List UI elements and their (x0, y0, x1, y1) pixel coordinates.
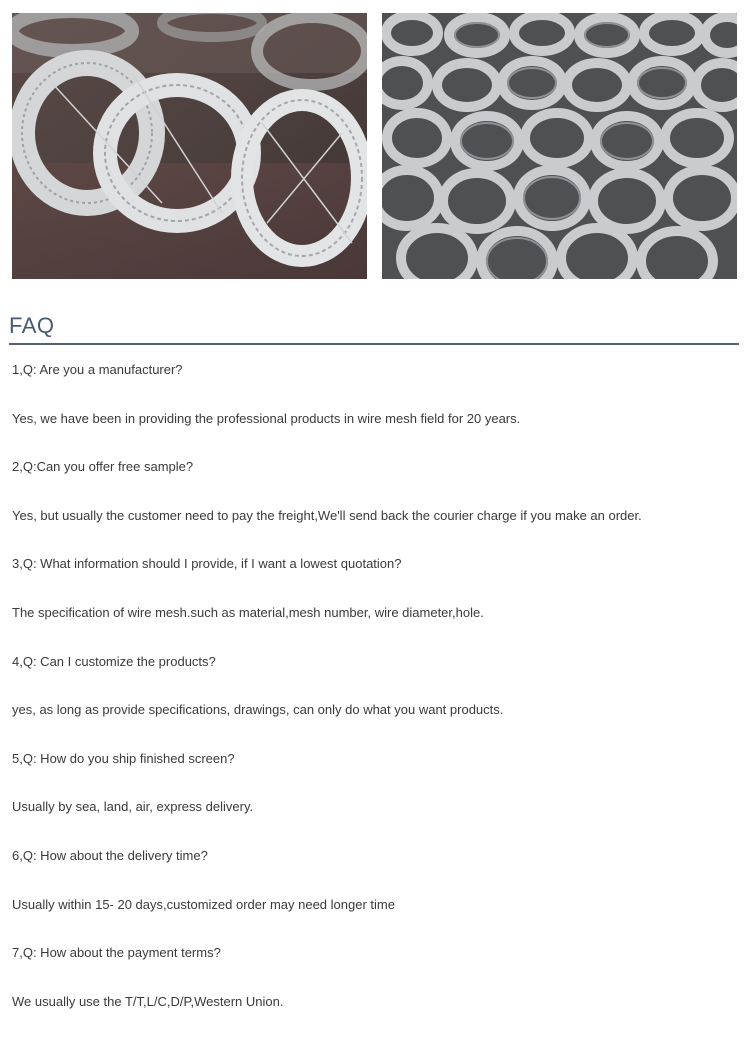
faq-question-1: 1,Q: Are you a manufacturer? (12, 362, 183, 377)
wire-coil-photo-icon (12, 13, 367, 279)
faq-answer-7: We usually use the T/T,L/C,D/P,Western Union. (12, 993, 284, 1009)
faq-answer-3: The specification of wire mesh.such as material,mesh number, wire diameter,hole. (12, 604, 484, 620)
product-photos (12, 13, 737, 279)
wire-coils-stacked-photo (382, 13, 737, 279)
faq-question-4: 4,Q: Can I customize the products? (12, 653, 216, 669)
faq-answer-1: Yes, we have been in providing the professional products in wire mesh field for 20 years. (12, 410, 521, 426)
faq-answer-6: Usually within 15- 20 days,customized order may need longer time (12, 896, 395, 912)
faq-answer-2: Yes, but usually the customer need to pay the freight,We'll send back the courier charge if you make an order. (12, 507, 642, 523)
faq-answer-4: yes, as long as provide specifications, drawings, can only do what you want products. (12, 702, 504, 718)
faq-question-7: 7,Q: How about the payment terms? (12, 945, 221, 961)
faq-question-5: 5,Q: How do you ship finished screen? (12, 750, 235, 766)
faq-answer-5: Usually by sea, land, air, express delivery. (12, 799, 254, 815)
wire-coils-twisted-photo (12, 13, 367, 279)
faq-list (12, 360, 737, 1040)
faq-divider (9, 343, 739, 345)
faq-question-2: 2,Q:Can you offer free sample? (12, 459, 194, 475)
faq-question-3: 3,Q: What information should I provide, if I want a lowest quotation? (12, 556, 402, 572)
wire-coil-photo-icon (382, 13, 737, 279)
faq-title: FAQ (9, 313, 55, 338)
faq-question-6: 6,Q: How about the delivery time? (12, 847, 208, 863)
